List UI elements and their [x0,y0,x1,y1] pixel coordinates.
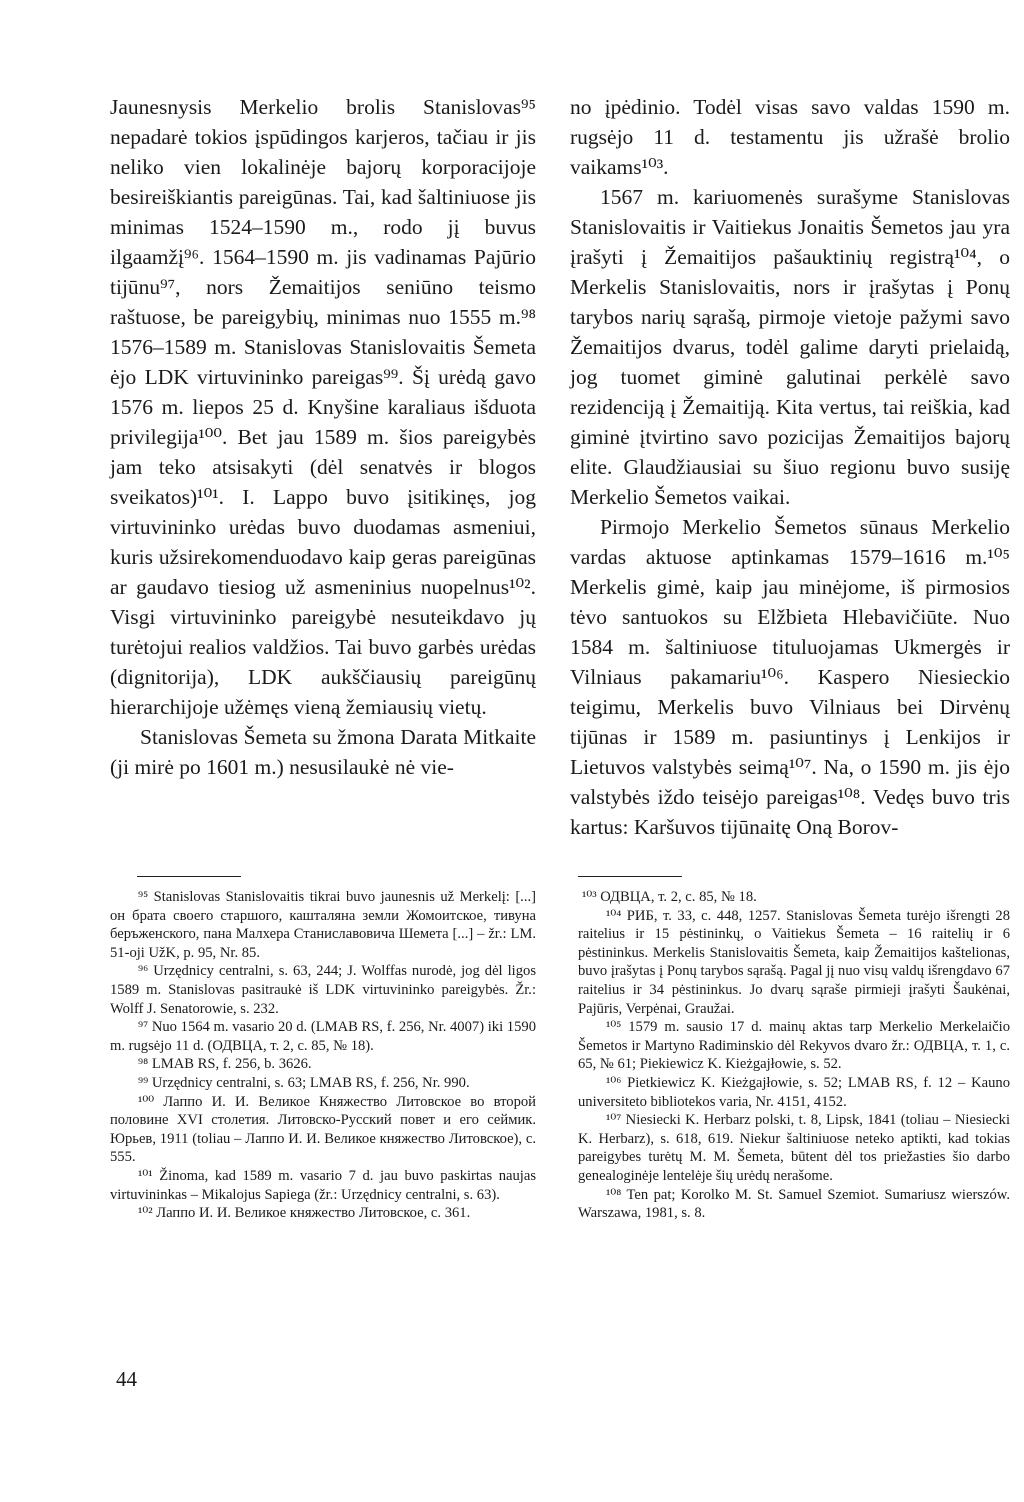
footnote: ¹⁰⁰ Лаппо И. И. Великое Княжество Литовское во второй половине XVI столетия. Литовско-Русский повет и его сеймик. Юрьев, 1911 (toliau – Лаппо И. И. Великое княжество Литовское), с. 555. [110,1093,536,1166]
footnote: ⁹⁵ Stanislovas Stanislovaitis tikrai buvo jaunesnis už Merkelį: [...] он брата своего старшого, кашталяна земли Жомоитское, тивуна беръженского, пана Малхера Станиславовича Шемета [...] – žr.: LM. 51-oji UžK, p. 95, Nr. 85. [110,889,536,961]
footnote: ¹⁰⁶ Pietkiewicz K. Kieżgajłowie, s. 52; LMAB RS, f. 12 – Kauno universiteto bibliotekos varia, Nr. 4151, 4152. [578,1074,1010,1110]
footnote: ¹⁰¹ Žinoma, kad 1589 m. vasario 7 d. jau buvo paskirtas naujas virtuvininkas – Mikalojus Sapiega (žr.: Urzędnicy centralni, s. 63). [110,1167,536,1203]
paragraph: Stanislovas Šemeta su žmona Darata Mitkaite (ji mirė po 1601 m.) nesusilaukė nė vie- [110,725,536,779]
footnote: ⁹⁶ Urzędnicy centralni, s. 63, 244; J. Wolffas nurodė, jog dėl ligos 1589 m. Stanislovas pasitraukė iš LDK virtuvininko pareigybės. Žr.: Wolff J. Senatorowie, s. 232. [110,963,536,1017]
footnote-divider [137,876,241,877]
footnote-divider [578,876,682,877]
paragraph: Jaunesnysis Merkelio brolis Stanislovas⁹⁵ nepadarė tokios įspūdingos karjeros, tačiau ir jis neliko vien lokalinėje bajorų korporacijoje besireiškiantis pareigūnas. Tai, kad šaltiniuose jis minimas 1524–1590 m., rodo jį buvus ilgaamžį⁹⁶. 1564–1590 m. jis vadinamas Pajūrio tijūnu⁹⁷, nors Žemaitijos seniūno teismo raštuose, be pareigybių, minimas nuo 1555 m.⁹⁸ 1576–1589 m. Stanislovas Stanislovaitis Šemeta ėjo LDK virtuvininko pareigas⁹⁹. Šį urėdą gavo 1576 m. liepos 25 d. Knyšine karaliaus išduota privilegija¹⁰⁰. Bet jau 1589 m. šios pareigybės jam teko atsisakyti (dėl senatvės ir blogos sveikatos)¹⁰¹. I. Lappo buvo įsitikinęs, jog virtuvininko urėdas buvo duodamas asmeniui, kuris užsirekomenduodavo kaip geras pareigūnas ar gaudavo tiesiog už asmeninius nuopelnus¹⁰². Visgi virtuvininko pareigybė nesuteikdavo jų turėtojui realios valdžios. Tai buvo garbės urėdas (dignitorija), LDK aukščiausių pareigūnų hierarchijoje užėmęs vieną žemiausių vietų. [110,95,536,719]
page-number: 44 [116,1367,137,1391]
footnote: ¹⁰³ ОДВЦА, т. 2, с. 85, № 18. [582,889,757,905]
footnote: ¹⁰² Лаппо И. И. Великое княжество Литовское, с. 361. [138,1205,471,1222]
footnote: ¹⁰⁸ Ten pat; Korolko M. St. Samuel Szemiot. Sumariusz wierszów. Warszawa, 1981, s. 8. [578,1186,1010,1222]
right-footnotes [578,888,1010,1223]
footnote: ¹⁰⁴ РИБ, т. 33, с. 448, 1257. Stanislovas Šemeta turėjo išrengti 28 raitelius ir 15 pėstininkų, o Vaitiekus Šemeta – 16 raitelių ir 6 pėstininkus. Merkelis Stanislovaitis Šemeta, kaip Žemaitijos kaštelionas, buvo įrašytas į Ponų tarybos sąrašą. Pagal jį nuo visų valdų išrengdavo 67 raitelius ir 34 pėstininkus. Jo dvarų sąraše pirmieji įrašyti Šaukėnai, Pajūris, Verpėnai, Graužai. [578,907,1010,1017]
left-column-body [110,92,536,782]
paragraph: no įpėdinio. Todėl visas savo valdas 1590 m. rugsėjo 11 d. testamentu jis užrašė brolio vaikams¹⁰³. [570,95,1010,179]
footnote: ⁹⁷ Nuo 1564 m. vasario 20 d. (LMAB RS, f. 256, Nr. 4007) iki 1590 m. rugsėjo 11 d. (ОДВЦА, т. 2, с. 85, № 18). [110,1019,536,1054]
left-footnotes [110,888,536,1223]
right-column-body [570,92,1010,842]
footnote: ⁹⁸ LMAB RS, f. 256, b. 3626. [138,1056,312,1073]
paragraph: 1567 m. kariuomenės surašyme Stanislovas Stanislovaitis ir Vaitiekus Jonaitis Šemetos jau yra įrašyti į Žemaitijos pašauktinių registrą¹⁰⁴, o Merkelis Stanislovaitis, nors ir įrašytas į Ponų tarybos narių sąrašą, pirmoje vietoje pažymi savo Žemaitijos dvarus, todėl galime daryti prielaidą, jog tuomet giminė galutinai perkėlė savo rezidenciją į Žemaitiją. Kita vertus, tai reiškia, kad giminė įtvirtino savo pozicijas Žemaitijos bajorų elite. Glaudžiausiai su šiuo regionu buvo susiję Merkelio Šemetos vaikai. [570,185,1010,509]
paragraph: Pirmojo Merkelio Šemetos sūnaus Merkelio vardas aktuose aptinkamas 1579–1616 m.¹⁰⁵ Merkelis gimė, kaip jau minėjome, iš pirmosios tėvo santuokos su Elžbieta Hlebavičiūte. Nuo 1584 m. šaltiniuose tituluojamas Ukmergės ir Vilniaus pakamariu¹⁰⁶. Kaspero Niesieckio teigimu, Merkelis buvo Vilniaus bei Dirvėnų tijūnas ir 1589 m. pasiuntinys į Lenkijos ir Lietuvos valstybės seimą¹⁰⁷. Na, o 1590 m. jis ėjo valstybės iždo teisėjo pareigas¹⁰⁸. Vedęs buvo tris kartus: Karšuvos tijūnaitę Oną Borov- [570,515,1010,839]
footnote: ¹⁰⁷ Niesiecki K. Herbarz polski, t. 8, Lipsk, 1841 (toliau – Niesiecki K. Herbarz), s. 618, 619. Niekur šaltiniuose neteko aptikti, kad tokias pareigybes turėtų M. M. Šemeta, būtent dėl tos priežasties šio darbo genealoginėje lentelėje šių urėdų nerašome. [578,1112,1010,1184]
footnote: ⁹⁹ Urzędnicy centralni, s. 63; LMAB RS, f. 256, Nr. 990. [138,1074,470,1091]
footnote: ¹⁰⁵ 1579 m. sausio 17 d. mainų aktas tarp Merkelio Merkelaičio Šemetos ir Martyno Radiminskio dėl Rekyvos dvaro žr.: ОДВЦА, т. 1, с. 65, № 61; Piekiewicz K. Kieżgajłowie, s. 52. [578,1019,1010,1073]
